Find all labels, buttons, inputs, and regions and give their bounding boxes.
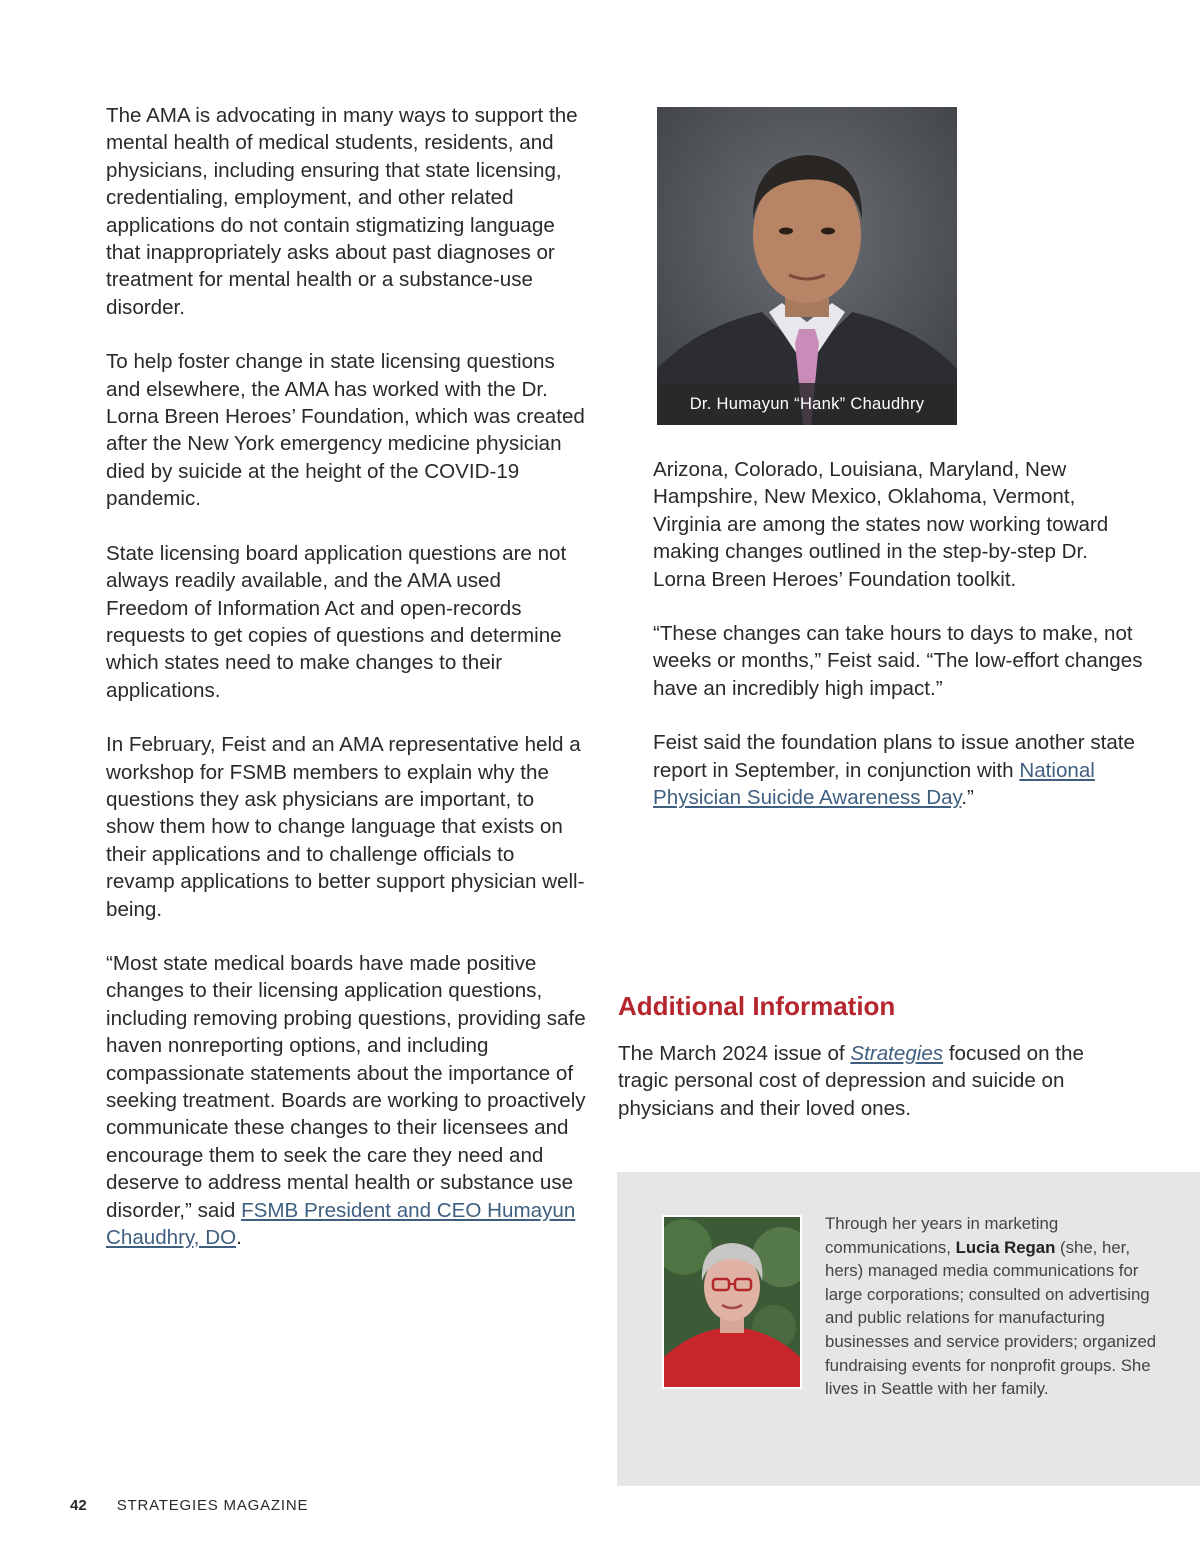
right-paragraph-2: “These changes can take hours to days to make, not weeks or months,” Feist said. “The low-effort changes have an incredibly high impact.” (653, 622, 1143, 700)
right-paragraph-1: Arizona, Colorado, Louisiana, Maryland, New Hampshire, New Mexico, Oklahoma, Vermont, Virginia are among the states now working toward making changes outlined in the step-by-step Dr. Lorna Breen Heroes’ Foundation toolkit. (653, 458, 1109, 591)
left-paragraph-3: State licensing board application questions are not always readily available, and the AMA used Freedom of Information Act and open-records requests to get copies of questions and determine which states need to make changes to their applications. (106, 541, 567, 702)
additional-information-text (618, 1040, 1118, 1122)
portrait-illustration (657, 107, 957, 425)
publication-name: STRATEGIES MAGAZINE (116, 1497, 309, 1514)
photo-caption: Dr. Humayun “Hank” Chaudhry (657, 383, 957, 425)
author-name: Lucia Regan (955, 1237, 1056, 1257)
additional-information-heading: Additional Information (618, 991, 896, 1021)
page-footer (70, 1497, 308, 1514)
author-photo (664, 1217, 800, 1387)
bio-text-after: (she, her, hers) managed media communications for large corporations; consulted on advertising and public relations for manufacturing businesses and service providers; organized fundraising events for nonprofit groups. She lives in Seattle with her family. (825, 1237, 1157, 1399)
report-end: .” (961, 786, 974, 810)
right-column (653, 456, 1143, 811)
additional-text-before: The March 2024 issue of (618, 1042, 851, 1065)
strategies-link[interactable]: Strategies (850, 1042, 944, 1065)
quote-text: “Most state medical boards have made positive changes to their licensing application questions, including removing probing questions, providing safe haven nonreporting options, and including compassionate statements about the importance of seeking treatment. Boards are working to proactively communicate these changes to their licensees and encourage them to seek the care they need and deserve to address mental health or substance use disorder,” said (106, 951, 586, 1222)
fsmb-president-link[interactable]: FSMB President and CEO Humayun Chaudhry, DO (106, 1198, 576, 1250)
author-bio-box (617, 1172, 1200, 1486)
quote-end: . (236, 1226, 242, 1250)
portrait-photo (657, 107, 957, 425)
left-column (106, 102, 586, 1251)
left-paragraph-5 (106, 950, 586, 1251)
additional-text-after: focused on the tragic personal cost of depression and suicide on physicians and their loved ones. (618, 1042, 1084, 1120)
left-paragraph-1: The AMA is advocating in many ways to support the mental health of medical students, residents, and physicians, including ensuring that state licensing, credentialing, employment, and other related applications do not contain stigmatizing language that inappropriately asks about past diagnoses or treatment for mental health or a substance-use disorder. (106, 104, 578, 319)
suicide-awareness-day-link[interactable]: National Physician Suicide Awareness Day (653, 758, 1095, 810)
author-illustration (664, 1217, 800, 1387)
left-paragraph-2: To help foster change in state licensing questions and elsewhere, the AMA has worked with the Dr. Lorna Breen Heroes’ Foundation, which was created after the New York emergency medicine physician died by suicide at the height of the COVID-19 pandemic. (106, 350, 585, 511)
author-bio-text (825, 1212, 1170, 1401)
right-paragraph-3 (653, 729, 1143, 811)
report-text: Feist said the foundation plans to issue another state report in September, in conjunction with (653, 731, 1135, 782)
bio-text-before: Through her years in marketing communications, (825, 1214, 1059, 1257)
left-paragraph-4: In February, Feist and an AMA representative held a workshop for FSMB members to explain why the questions they ask physicians are important, to show them how to change language that exists on their applications and to challenge officials to revamp applications to better support physician well-being. (106, 733, 585, 921)
page-number: 42 (70, 1497, 87, 1514)
